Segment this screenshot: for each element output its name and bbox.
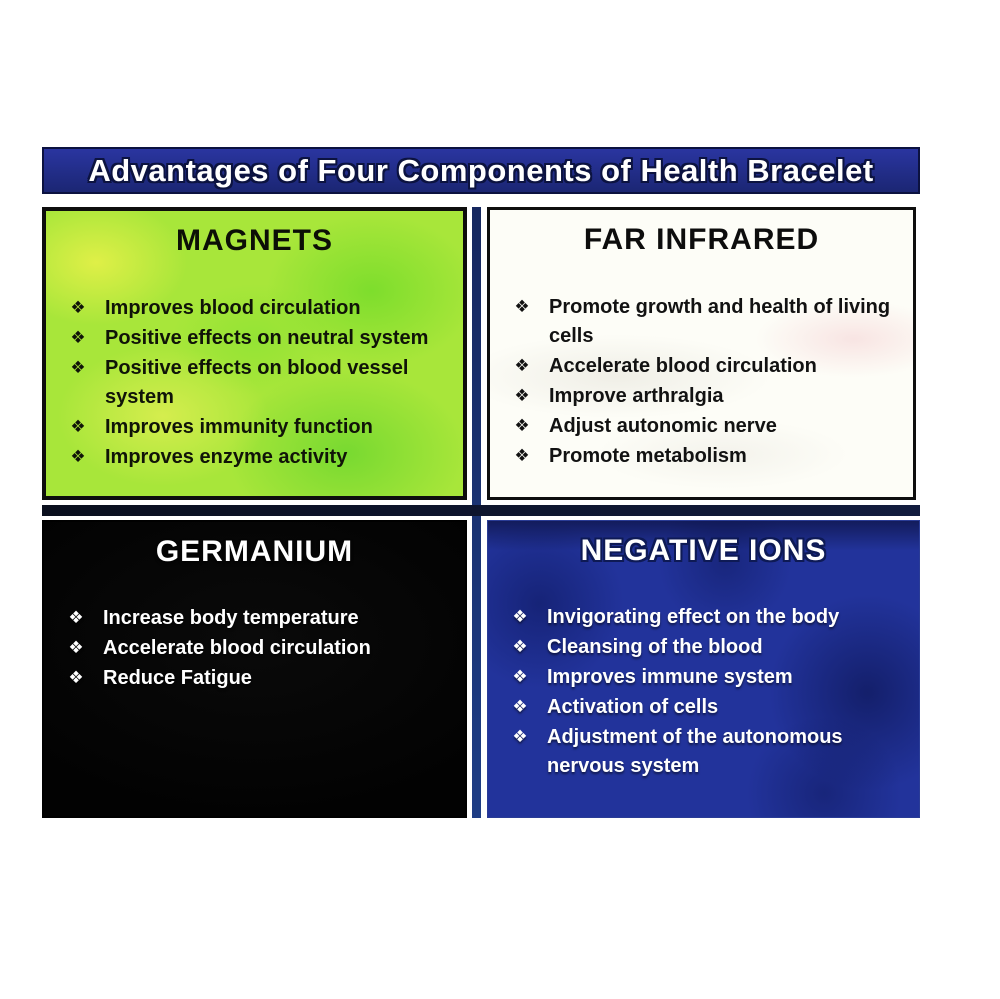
- list-item: [508, 603, 909, 632]
- list-item-text: Improve arthralgia: [549, 385, 724, 407]
- diamond-bullet-icon: ❖: [512, 607, 528, 627]
- diamond-bullet-icon: ❖: [70, 328, 86, 348]
- quadrant-title-germanium: GERMANIUM: [155, 535, 354, 568]
- quadrant-title-far-infrared: FAR INFRARED: [583, 223, 820, 256]
- list-item-text: Promote growth and health of living cells: [549, 296, 891, 347]
- list-item: [508, 723, 909, 781]
- list-item: [66, 324, 453, 353]
- diamond-bullet-icon: ❖: [70, 358, 86, 378]
- quadrant-germanium: [42, 520, 467, 818]
- list-item: [510, 412, 903, 441]
- diamond-bullet-icon: ❖: [512, 727, 528, 747]
- list-item-text: Improves immune system: [547, 666, 793, 688]
- quadrant-far-infrared: [487, 207, 916, 500]
- diamond-bullet-icon: ❖: [514, 416, 530, 436]
- list-item-text: Increase body temperature: [103, 607, 359, 629]
- diamond-bullet-icon: ❖: [512, 697, 528, 717]
- diamond-bullet-icon: ❖: [68, 668, 84, 688]
- list-item: [510, 442, 903, 471]
- benefit-list-negative-ions: [488, 603, 919, 781]
- diamond-bullet-icon: ❖: [68, 608, 84, 628]
- list-item-text: Positive effects on neutral system: [105, 327, 429, 349]
- list-item-text: Positive effects on blood vessel system: [105, 357, 409, 408]
- list-item-text: Cleansing of the blood: [547, 636, 763, 658]
- list-item: [510, 293, 903, 351]
- diamond-bullet-icon: ❖: [514, 297, 530, 317]
- benefit-list-germanium: [44, 604, 465, 693]
- list-item-text: Promote metabolism: [549, 445, 747, 467]
- quadrant-title-magnets: MAGNETS: [176, 224, 333, 257]
- list-item-text: Improves immunity function: [105, 416, 373, 438]
- list-item: [64, 634, 455, 663]
- header-bar: [42, 147, 920, 194]
- diamond-bullet-icon: ❖: [70, 298, 86, 318]
- list-item-text: Accelerate blood circulation: [549, 355, 817, 377]
- list-item: [508, 663, 909, 692]
- diamond-bullet-icon: ❖: [514, 386, 530, 406]
- list-item-text: Adjust autonomic nerve: [549, 415, 777, 437]
- benefit-list-magnets: [46, 294, 463, 472]
- quadrant-title-negative-ions: NEGATIVE IONS: [580, 534, 827, 567]
- list-item-text: Improves blood circulation: [105, 297, 361, 319]
- list-item-text: Reduce Fatigue: [103, 667, 252, 689]
- list-item: [64, 664, 455, 693]
- quadrant-magnets: [42, 207, 467, 500]
- list-item: [64, 604, 455, 633]
- diamond-bullet-icon: ❖: [512, 667, 528, 687]
- list-item-text: Accelerate blood circulation: [103, 637, 371, 659]
- quadrant-negative-ions: [487, 520, 920, 818]
- list-item-text: Improves enzyme activity: [105, 446, 348, 468]
- diamond-bullet-icon: ❖: [68, 638, 84, 658]
- list-item: [66, 354, 453, 412]
- diamond-bullet-icon: ❖: [70, 417, 86, 437]
- diamond-bullet-icon: ❖: [514, 446, 530, 466]
- diamond-bullet-icon: ❖: [512, 637, 528, 657]
- list-item: [66, 413, 453, 442]
- list-item: [510, 352, 903, 381]
- list-item: [508, 693, 909, 722]
- diamond-bullet-icon: ❖: [70, 447, 86, 467]
- horizontal-divider: [42, 505, 920, 516]
- list-item-text: Activation of cells: [547, 696, 719, 718]
- list-item-text: Adjustment of the autonomous nervous system: [547, 726, 843, 777]
- list-item: [66, 443, 453, 472]
- list-item-text: Invigorating effect on the body: [547, 606, 840, 628]
- diamond-bullet-icon: ❖: [514, 356, 530, 376]
- list-item: [510, 382, 903, 411]
- poster-title: Advantages of Four Components of Health Bracelet: [88, 152, 874, 188]
- list-item: [66, 294, 453, 323]
- benefit-list-far-infrared: [490, 293, 913, 471]
- list-item: [508, 633, 909, 662]
